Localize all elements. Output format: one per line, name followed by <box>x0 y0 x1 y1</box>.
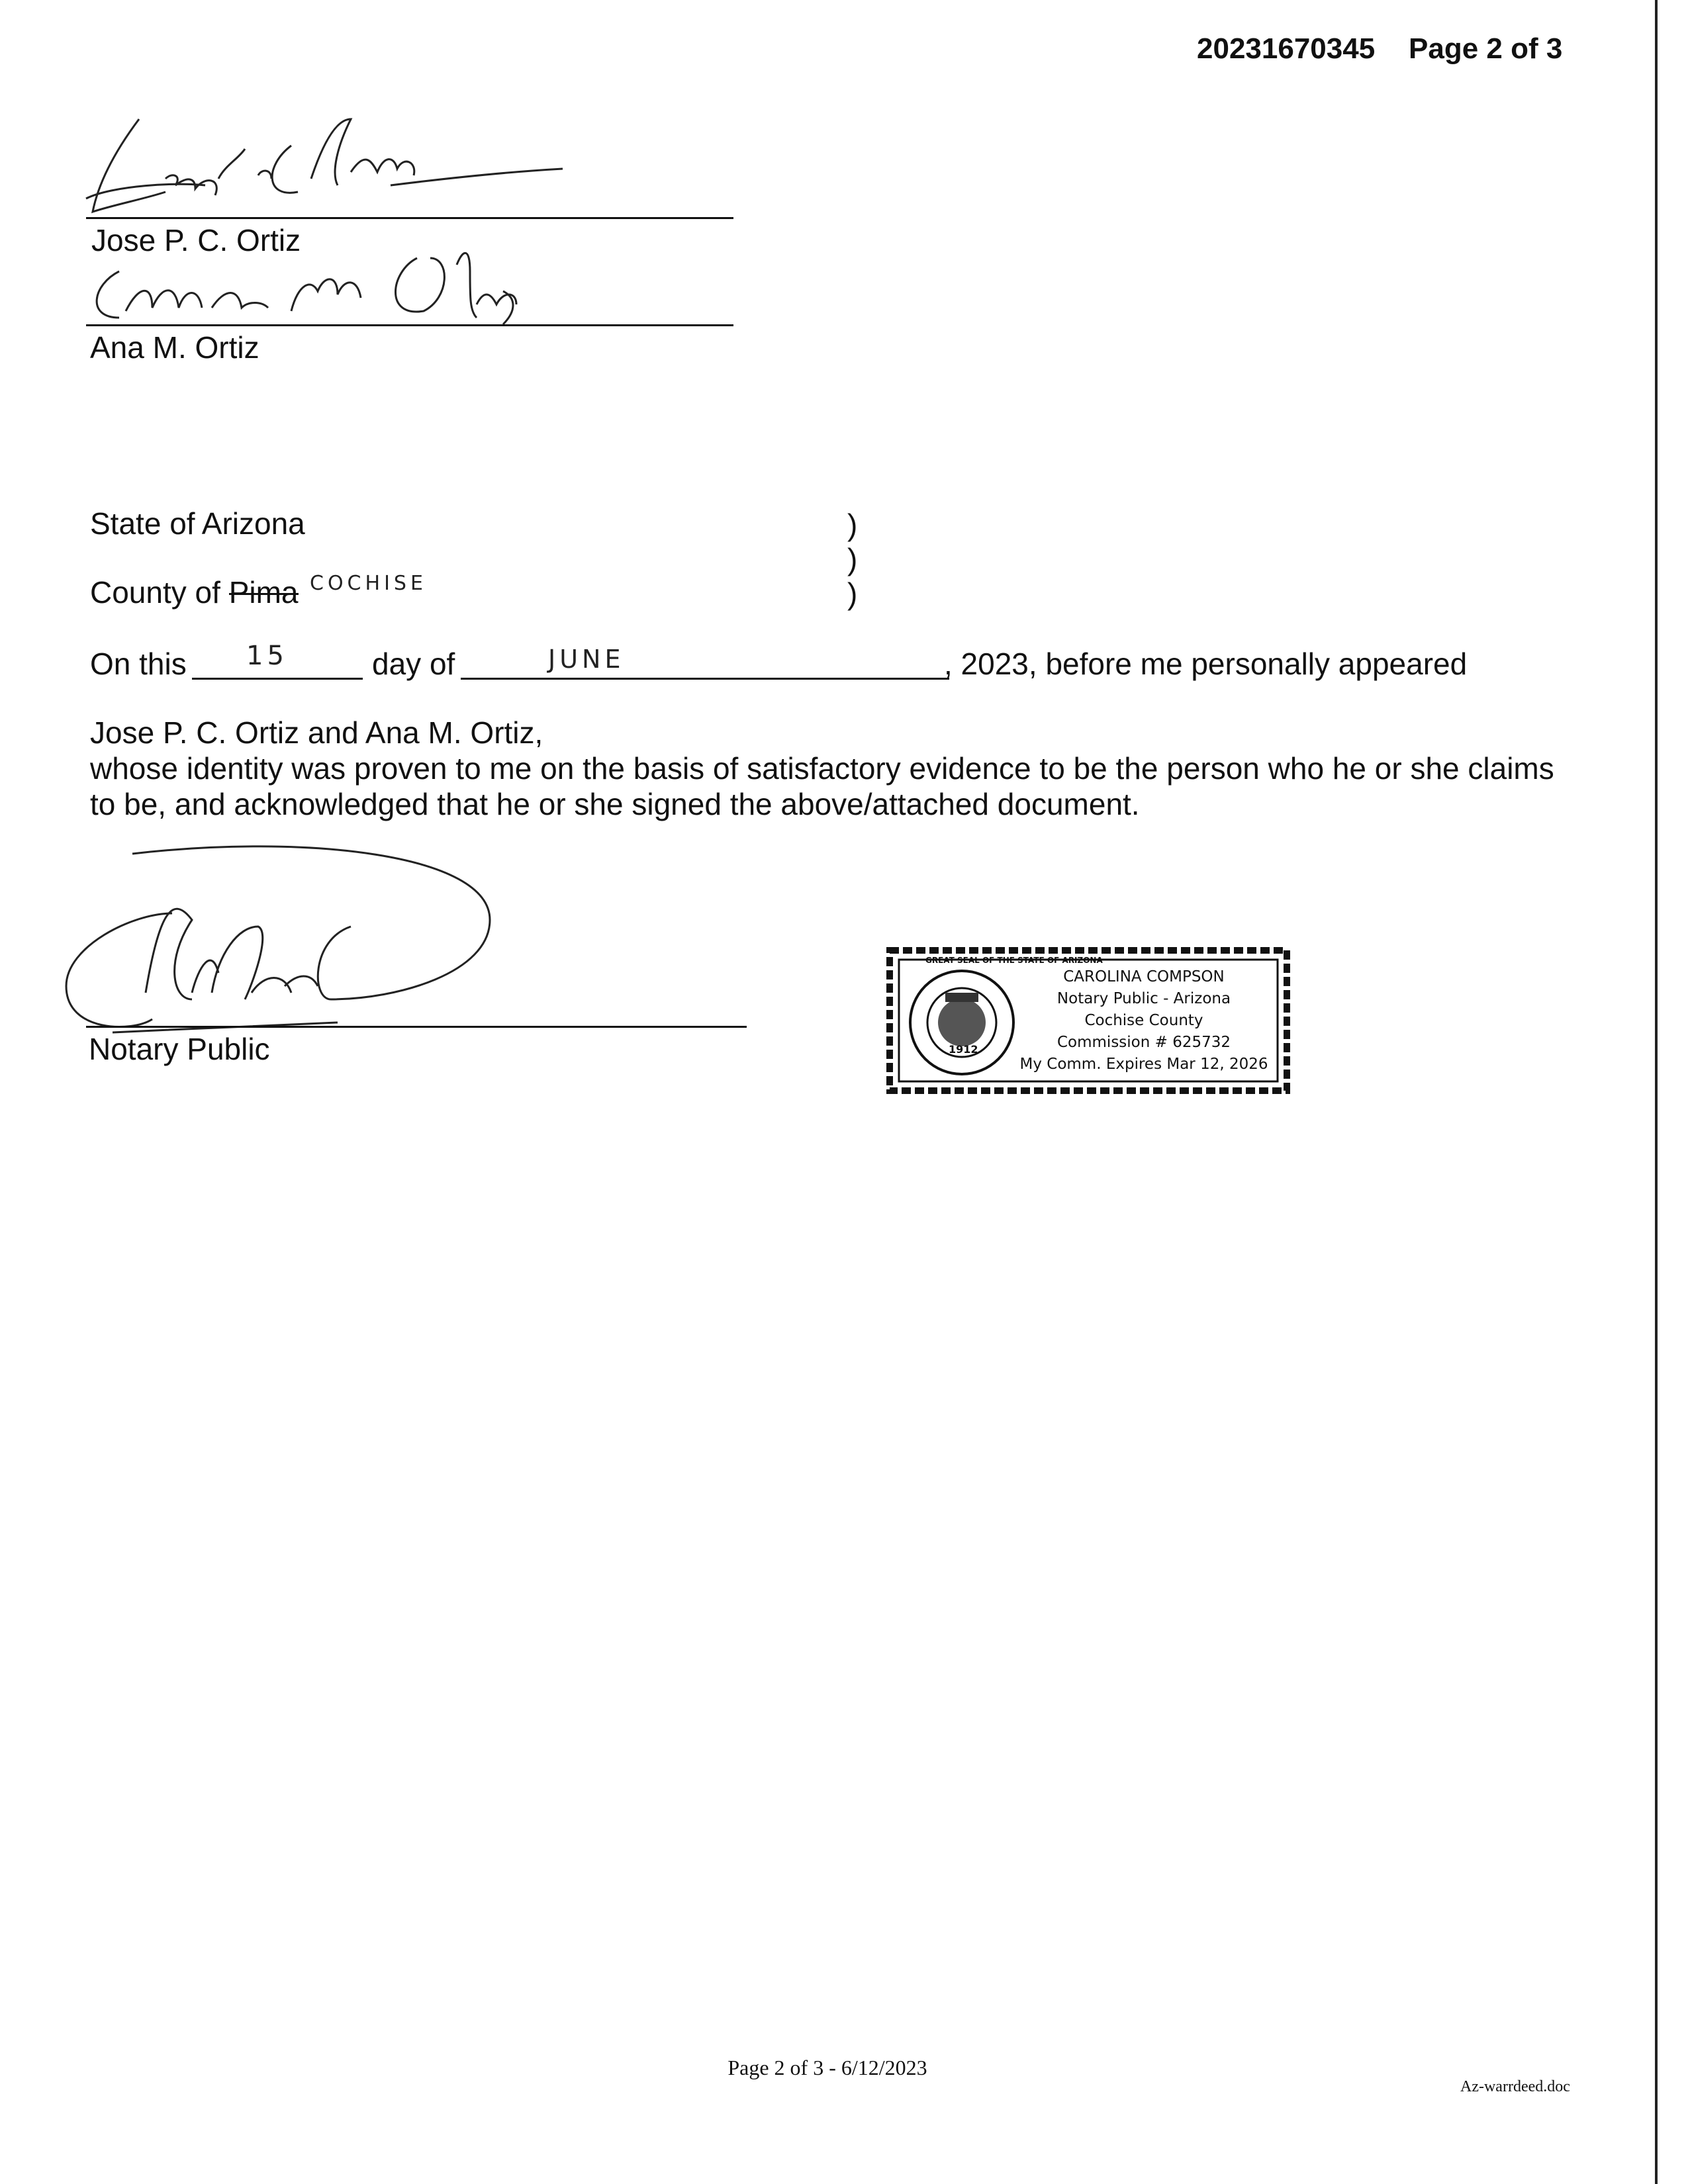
arizona-seal-icon <box>906 966 1018 1079</box>
stamp-notary-title: Notary Public - Arizona <box>1056 990 1231 1007</box>
appeared-names: Jose P. C. Ortiz and Ana M. Ortiz, <box>90 715 543 750</box>
footer-filename: Az-warrdeed.doc <box>1460 2078 1570 2095</box>
on-this-label: On this <box>90 647 187 681</box>
month-value: JUNE <box>548 645 625 674</box>
stamp-county: Cochise County <box>1084 1012 1203 1029</box>
county-line <box>90 577 299 608</box>
county-handwritten: COCHISE <box>310 572 427 595</box>
signature-ana <box>79 245 596 331</box>
month-blank <box>461 678 949 680</box>
page-label: Page 2 of 3 <box>1409 32 1563 65</box>
day-blank <box>192 678 363 680</box>
signer-name-ana: Ana M. Ortiz <box>90 330 259 365</box>
stamp-notary-name: CAROLINA COMPSON <box>1063 968 1225 985</box>
footer-page-info: Page 2 of 3 - 6/12/2023 <box>727 2056 927 2079</box>
year-text: , 2023, before me personally appeared <box>944 647 1468 681</box>
signature-line-ana <box>86 324 733 326</box>
notary-signature-line <box>86 1026 747 1028</box>
stamp-commission: Commission # 625732 <box>1056 1034 1231 1051</box>
acknowledgment-body-line-1: whose identity was proven to me on the basis of satisfactory evidence to be the person who he or she claims <box>90 751 1554 786</box>
acknowledgment-body-line-2: to be, and acknowledged that he or she signed the above/attached document. <box>90 787 1140 821</box>
signature-jose <box>73 106 576 232</box>
signature-line-jose <box>86 217 733 219</box>
paren-2: ) <box>847 542 858 576</box>
paren-3: ) <box>847 576 858 611</box>
day-value: 15 <box>246 641 288 671</box>
stamp-expires: My Comm. Expires Mar 12, 2026 <box>1019 1056 1268 1073</box>
document-number: 20231670345 <box>1197 32 1376 65</box>
seal-year: 1912 <box>949 1043 978 1056</box>
seal-text: GREAT SEAL OF THE STATE OF ARIZONA <box>925 956 1103 965</box>
notary-label: Notary Public <box>89 1032 270 1066</box>
scan-edge-line <box>1655 0 1658 2184</box>
paren-1: ) <box>847 508 858 542</box>
notary-stamp <box>886 946 1291 1095</box>
county-prefix: County of <box>90 575 220 610</box>
day-of-label: day of <box>372 647 455 681</box>
county-struck-name: Pima <box>228 575 299 610</box>
signer-name-jose: Jose P. C. Ortiz <box>91 223 301 257</box>
state-label: State of Arizona <box>90 506 305 541</box>
